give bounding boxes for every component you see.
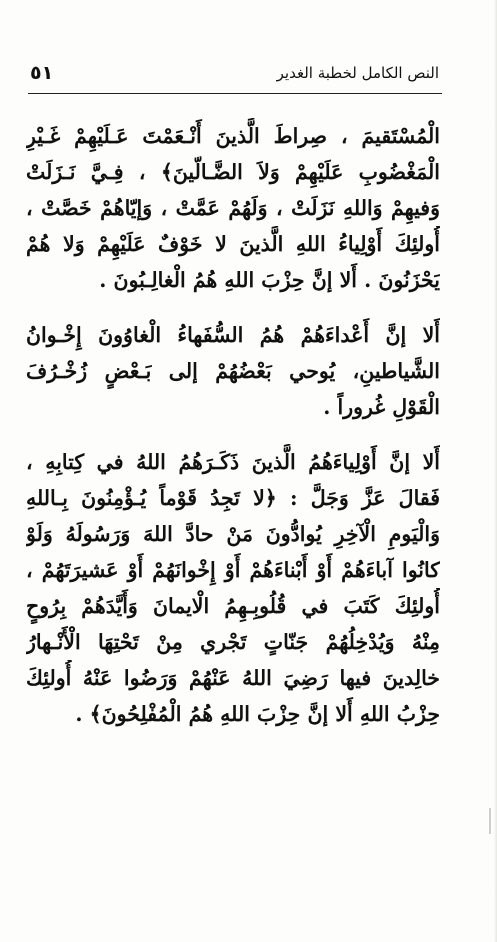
body-text: [26, 118, 440, 732]
paragraph: [26, 317, 440, 425]
paragraph: [26, 118, 440, 298]
text-line: فَقالَ عَزَّ وَجَلَّ : ﴿لا تَجِدُ قَوْماً يُـؤْمِنُونَ بِـاللهِ: [26, 486, 440, 510]
text-line: أَلا إنَّ أَعْداءَهُمْ هُمُ السُّفَهاءُ الْغاوُونَ إِخْـوانُ: [26, 323, 440, 347]
paragraph-gap: [26, 298, 440, 317]
text-line: كانُوا آباءَهُمْ أَوْ أَبْناءَهُمْ أَوْ إِخْوانَهُمْ أَوْ عَشيرَتَهُمْ ،: [26, 558, 440, 582]
text-line: أُولئِكَ أَوْلِياءُ اللهِ الَّذينَ لا خَوْفٌ عَلَيْهِمْ وَلا هُمْ: [26, 232, 440, 256]
text-line: الْمُسْتَقيمَ ، صِراطَ الَّذينَ أَنْـعَمْتَ عَـلَيْهِمْ غَـيْرِ: [26, 124, 440, 148]
text-line: وَالْيَومِ الْآخِرِ يُوادُّونَ مَنْ حادَّ اللهَ وَرَسُولَهُ وَلَوْ: [26, 522, 440, 546]
text-line: يَحْزَنُونَ . أَلا إنَّ حِزْبَ اللهِ هُمُ الْغالِـبُونَ .: [99, 268, 440, 292]
header-rule: [28, 93, 442, 94]
text-line: حِزْبُ اللهِ أَلا إنَّ حِزْبَ اللهِ هُمُ الْمُفْلِحُونَ﴾ .: [75, 702, 440, 726]
page-number: ٥١: [30, 62, 54, 84]
text-line: الْقَوْلِ غُروراً .: [323, 395, 440, 419]
text-line: أُولئِكَ كَتَبَ في قُلُوبِـهِمُ الْايمانَ وَأَيَّدَهُمْ بِرُوحٍ: [26, 594, 440, 618]
paragraph-gap: [26, 425, 440, 444]
text-line: الْمَغْضُوبِ عَلَيْهِمْ وَلاَ الضَّـالّينَ﴾ ، فِـيَّ نَـزَلَتْ: [26, 160, 440, 184]
text-line: وَفيهِمْ وَاللهِ نَزَلَتْ ، وَلَهُمْ عَمَّتْ ، وَإيّاهُمْ خَصَّتْ ،: [26, 196, 440, 220]
paragraph: [26, 444, 440, 732]
scan-mark: [489, 808, 491, 834]
page-header: [0, 62, 497, 90]
text-line: خالِدينَ فيها رَضِيَ اللهُ عَنْهُمْ وَرَضُوا عَنْهُ أُولئِكَ: [26, 666, 440, 690]
text-line: أَلا إنَّ أَوْلِياءَهُمُ الَّذينَ ذَكَـرَهُمُ اللهُ في كِتابِهِ ،: [26, 450, 440, 474]
text-line: الشَّياطينِ، يُوحي بَعْضُهُمْ إلى بَـعْضٍ زُخْـرُفَ: [26, 359, 440, 383]
text-line: مِنْهُ وَيُدْخِلُهُمْ جَنّاتٍ تَجْري مِنْ تَحْتِهَا الْأَنْـهارُ: [26, 630, 440, 654]
running-title: النص الكامل لخطبة الغدير: [276, 64, 439, 82]
